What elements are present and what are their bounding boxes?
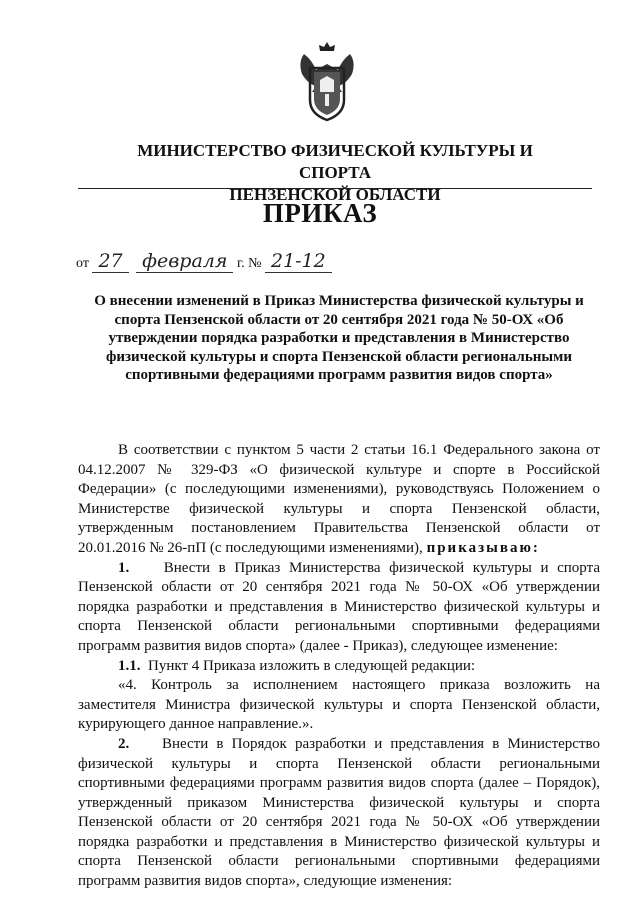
intro-paragraph [78, 441, 600, 559]
quote-paragraph: «4. Контроль за исполнением настоящего приказа возложить на заместителя Министра физической культуры и спорта Пензенской области, курирующего данное направление.». [78, 677, 600, 733]
ministry-line-2: ПЕНЗЕНСКОЙ ОБЛАСТИ [229, 185, 441, 204]
paragraph-1-number: 1. [118, 559, 130, 576]
order-month: февраля [136, 250, 233, 273]
document-type: ПРИКАЗ [262, 198, 378, 228]
document-title: О внесении изменений в Приказ Министерства физической культуры и спорта Пензенской области от 20 сентября 2021 года № 50-ОХ «Об утверждении порядка разработки и представления в Министерство физической культуры и спорта Пензенской области региональными спортивными федерациями программ развития видов спорта» [94, 293, 584, 383]
paragraph-1-1 [78, 657, 600, 677]
paragraph-1-1-number: 1.1. [118, 657, 141, 674]
document-body [78, 441, 600, 892]
ministry-name [100, 140, 570, 206]
paragraph-1-text: Внести в Приказ Министерства физической культуры и спорта Пензенской области от 20 сентября 2021 года № 50-ОХ «Об утверждении порядка разработки и представления в Министерство физической культуры и спорта Пензенской области региональными спортивными федерациями программ развития видов спорта» (далее - Приказ), следующее изменение: [78, 559, 601, 654]
paragraph-2 [78, 735, 600, 892]
intro-action: приказываю: [426, 539, 540, 556]
number-label: № [248, 256, 262, 271]
ministry-line-1: МИНИСТЕРСТВО ФИЗИЧЕСКОЙ КУЛЬТУРЫ И СПОРТА [137, 141, 533, 182]
intro-text: В соответствии с пунктом 5 части 2 статьи 16.1 Федерального закона от 04.12.2007 № 329-ФЗ «О физической культуре и спорте в Российской Федерации» (с последующими изменениями), руководствуясь Положением о Министерстве физической культуры и спорта Пензенской области, утвержденным постановлением Правительства Пензенской области от 20.01.2016 № 26-пП (с последующими изменениями), [78, 442, 600, 556]
paragraph-2-text: Внести в Порядок разработки и представления в Министерство физической культуры и спорта Пензенской области региональными спортивными федерациями программ развития видов спорта (далее – Порядок), утвержденный приказом Министерства физической культуры и спорта Пензенской области от 20 сентября 2021 года № 50-ОХ «Об утверждении порядка разработки и представления в Министерство физической культуры и спорта Пензенской области региональными спортивными федерациями программ развития видов спорта», следующие изменения: [78, 735, 600, 890]
order-number: 21-12 [265, 250, 332, 273]
paragraph-2-number: 2. [118, 735, 130, 752]
from-label: от [76, 256, 89, 271]
header-divider [78, 188, 592, 189]
paragraph-1-1-text: Пункт 4 Приказа изложить в следующей редакции: [148, 657, 476, 674]
order-day: 27 [92, 250, 128, 273]
coat-of-arms-icon [296, 40, 358, 124]
order-date-number [76, 250, 332, 273]
paragraph-1 [78, 559, 600, 657]
year-label: г. [236, 256, 245, 271]
